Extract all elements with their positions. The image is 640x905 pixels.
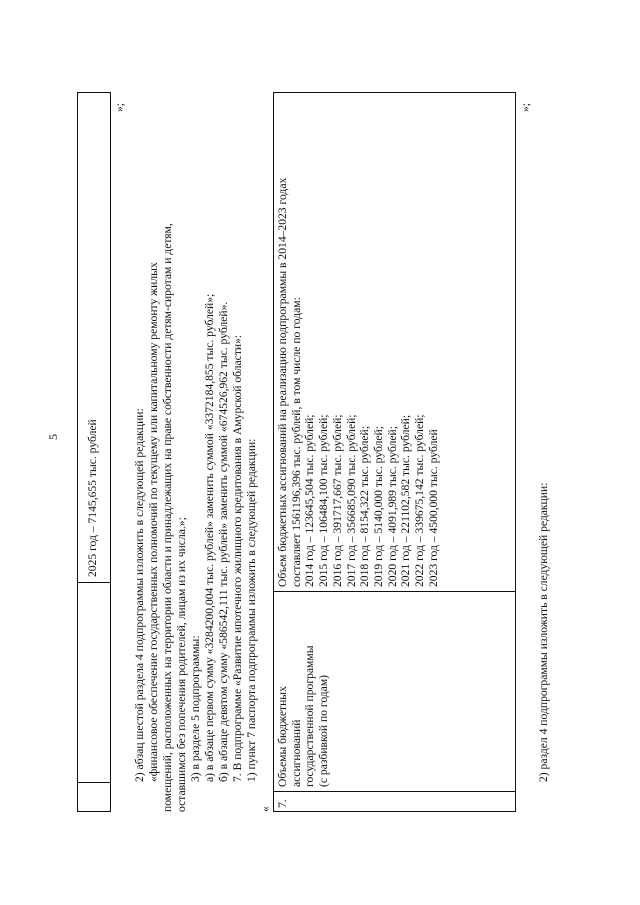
- top-closing-mark: »;: [113, 102, 126, 112]
- paragraph-b: б) в абзаце девятом сумму «586542,111 тыс. рублей» заменить суммой «674526,962 тыс. рублей».: [217, 301, 230, 782]
- paragraph-financing-l3: оставшимся без попечения родителей, лицам из их числа.»;: [175, 517, 188, 812]
- paragraph-financing-l1: «финансовое обеспечение государственных полномочий по текущему или капитальному ремонту жилых: [147, 262, 160, 782]
- value-line: 2015 год – 106484,100 тыс. рублей;: [317, 414, 331, 587]
- label-line: Объемы бюджетных: [276, 686, 289, 787]
- value-line: составляет 1561196,396 тыс. рублей, в том числе по годам:: [289, 297, 303, 587]
- label-line: государственной программы: [303, 645, 317, 787]
- final-paragraph: 2) раздел 4 подпрограммы изложить в следующей редакции:: [537, 482, 550, 782]
- paragraph-2: 2) абзац шестой раздела 4 подпрограммы изложить в следующей редакции:: [133, 408, 146, 782]
- value-line: 2014 год – 123645,504 тыс. рублей;: [303, 414, 317, 587]
- row-value: [274, 93, 515, 591]
- paragraph-financing-l2: помещений, расположенных на территории области и принадлежащих на праве собственности детям-сиротам и детям,: [161, 223, 174, 812]
- top-table-label-cell: [78, 582, 110, 783]
- row-label: [274, 591, 515, 791]
- passport-table: [273, 92, 516, 812]
- value-line: 2023 год – 4500,000 тыс. рублей: [426, 429, 440, 587]
- paragraph-7: 7. В подпрограмме «Развитие ипотечного жилищного кредитования в Амурской области»:: [231, 334, 244, 782]
- value-line: 2020 год – 4091,989 тыс. рублей;: [385, 426, 399, 587]
- value-line: 2017 год – 356685,090 тыс. рублей;: [344, 414, 358, 587]
- value-line: 2019 год – 5140,000 тыс. рублей;: [371, 426, 385, 587]
- top-table-year-line: 2025 год – 7145,655 тыс. рублей: [86, 419, 99, 577]
- value-line: 2022 год – 339675,142 тыс. рублей;: [413, 414, 427, 587]
- paragraph-passport: 1) пункт 7 паспорта подпрограммы изложить в следующей редакции:: [245, 438, 258, 782]
- value-line: 2016 год – 391717,667 тыс. рублей;: [330, 414, 344, 587]
- value-line: 2018 год – 8154,322 тыс. рублей;: [358, 426, 372, 587]
- label-line: ассигнований: [289, 719, 303, 787]
- top-table-num-cell: [78, 782, 110, 811]
- value-line: Объем бюджетных ассигнований на реализацию подпрограммы в 2014–2023 годах: [276, 177, 289, 587]
- paragraph-3: 3) в разделе 5 подпрограммы:: [189, 635, 202, 782]
- label-line: (с разбивкой по годам): [317, 674, 331, 787]
- table-closing-mark: »;: [519, 102, 532, 112]
- value-line: 2021 год – 221102,582 тыс. рублей;: [399, 414, 413, 587]
- open-quote: «: [259, 806, 272, 812]
- row-number: 7.: [274, 791, 515, 811]
- top-table: [77, 92, 111, 812]
- page-number: 5: [46, 434, 60, 440]
- paragraph-a: а) в абзаце первом сумму «3284200,004 тыс. рублей» заменить суммой «3372184,855 тыс. рублей»;: [203, 293, 216, 782]
